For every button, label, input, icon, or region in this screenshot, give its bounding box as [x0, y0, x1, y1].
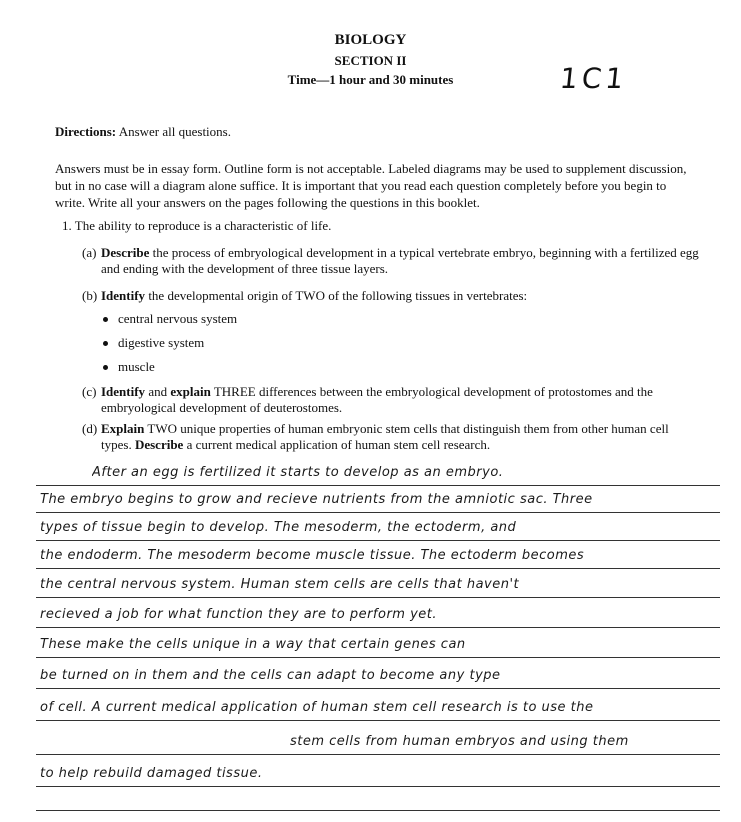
ruled-line [36, 512, 720, 513]
part-label: (b) [82, 288, 98, 303]
part-verb-2: explain [170, 384, 211, 399]
ruled-line [36, 597, 720, 598]
ruled-line [36, 657, 720, 658]
ruled-line [36, 485, 720, 486]
ruled-line [36, 754, 720, 755]
part-text: TWO unique properties of human embryonic stem cells that distinguish them from other human cell types. [101, 421, 669, 452]
handwritten-answer-line: After an egg is fertilized it starts to develop as an embryo. [92, 465, 504, 480]
list-item: digestive system [102, 335, 237, 359]
section-heading: SECTION II [334, 53, 407, 68]
instructions-paragraph: Answers must be in essay form. Outline form is not acceptable. Labeled diagrams may be used to supplement discussion, but in no case will a diagram alone suffice. It is important that you read each question completely before you begin to write. Write all your answers on the pages following the questions in this booklet. [55, 161, 687, 210]
handwritten-answer-line: These make the cells unique in a way that certain genes can [40, 637, 466, 652]
ruled-line [36, 540, 720, 541]
ruled-line [36, 786, 720, 787]
question-part-b [82, 288, 702, 304]
handwritten-answer-line: the endoderm. The mesoderm become muscle tissue. The ectoderm becomes [40, 548, 585, 563]
part-verb: Identify [101, 288, 146, 303]
handwritten-answer-line: recieved a job for what function they are to perform yet. [40, 607, 438, 622]
question-part-c [82, 384, 702, 416]
handwritten-answer-line: to help rebuild damaged tissue. [40, 766, 263, 781]
handwritten-answer-line: the central nervous system. Human stem cells are cells that haven't [40, 577, 520, 592]
handwritten-answer-line: of cell. A current medical application of human stem cell research is to use the [40, 700, 594, 715]
question-part-a [82, 245, 702, 277]
part-verb: Describe [101, 245, 150, 260]
directions [55, 124, 231, 140]
part-connector: and [145, 384, 171, 399]
list-item: muscle [102, 359, 237, 383]
part-verb: Explain [101, 421, 145, 436]
directions-label: Directions: [55, 124, 117, 139]
part-text: THREE differences between the embryological development of protostomes and the embryological development of deuterostomes. [101, 384, 653, 415]
part-text-2: a current medical application of human stem cell research. [183, 437, 491, 452]
part-label: (c) [82, 384, 97, 399]
handwritten-score: 1C1 [558, 62, 629, 95]
part-verb: Identify [101, 384, 146, 399]
part-text: the process of embryological development in a typical vertebrate embryo, beginning with a fertilized egg and ending with the development of three tissue layers. [101, 245, 699, 276]
part-verb-2: Describe [134, 437, 184, 452]
list-item: central nervous system [102, 311, 237, 335]
question-stem: 1. The ability to reproduce is a characteristic of life. [62, 218, 332, 233]
handwritten-answer-line: The embryo begins to grow and recieve nutrients from the amniotic sac. Three [40, 492, 593, 507]
handwritten-answer-line: types of tissue begin to develop. The mesoderm, the ectoderm, and [40, 520, 517, 535]
tissue-list [102, 311, 237, 383]
ruled-line [36, 568, 720, 569]
ruled-line [36, 720, 720, 721]
ruled-line [36, 627, 720, 628]
directions-text: Answer all questions. [118, 124, 231, 139]
part-text: the developmental origin of TWO of the following tissues in vertebrates: [145, 288, 528, 303]
part-label: (a) [82, 245, 97, 260]
ruled-line [36, 688, 720, 689]
handwritten-answer-line: stem cells from human embryos and using them [290, 734, 629, 749]
ruled-line [36, 810, 720, 811]
handwritten-answer-line: be turned on in them and the cells can adapt to become any type [40, 668, 501, 683]
time-limit: Time—1 hour and 30 minutes [287, 72, 454, 87]
question-part-d [82, 421, 702, 453]
part-label: (d) [82, 421, 98, 436]
subject-title: BIOLOGY [334, 32, 407, 48]
